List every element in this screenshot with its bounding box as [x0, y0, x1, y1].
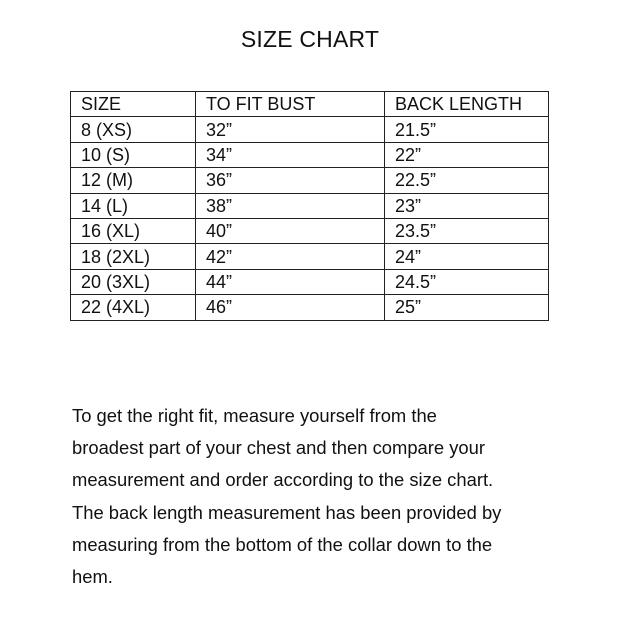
- cell-back-length: 21.5”: [385, 117, 549, 142]
- table-row: [71, 193, 549, 218]
- cell-bust: 38”: [196, 193, 385, 218]
- instruction-line: broadest part of your chest and then compare your: [72, 437, 486, 459]
- cell-size: 10 (S): [71, 142, 196, 167]
- cell-size: 12 (M): [71, 168, 196, 193]
- cell-size: 20 (3XL): [71, 269, 196, 294]
- measuring-instructions: [72, 400, 592, 593]
- cell-size: 18 (2XL): [71, 244, 196, 269]
- size-chart-table: [70, 91, 549, 321]
- cell-back-length: 23”: [385, 193, 549, 218]
- cell-bust: 40”: [196, 218, 385, 243]
- table-row: [71, 218, 549, 243]
- cell-bust: 42”: [196, 244, 385, 269]
- cell-bust: 32”: [196, 117, 385, 142]
- cell-size: 8 (XS): [71, 117, 196, 142]
- header-to-fit-bust: TO FIT BUST: [196, 92, 385, 117]
- cell-back-length: 24.5”: [385, 269, 549, 294]
- cell-size: 22 (4XL): [71, 295, 196, 320]
- cell-bust: 36”: [196, 168, 385, 193]
- instruction-line: hem.: [72, 566, 113, 588]
- table-row: [71, 295, 549, 320]
- page-title: SIZE CHART: [240, 26, 380, 52]
- cell-size: 16 (XL): [71, 218, 196, 243]
- cell-bust: 46”: [196, 295, 385, 320]
- cell-size: 14 (L): [71, 193, 196, 218]
- table-row: [71, 269, 549, 294]
- cell-bust: 34”: [196, 142, 385, 167]
- table-row: [71, 244, 549, 269]
- cell-bust: 44”: [196, 269, 385, 294]
- cell-back-length: 22.5”: [385, 168, 549, 193]
- table-row: [71, 168, 549, 193]
- cell-back-length: 24”: [385, 244, 549, 269]
- table-row: [71, 142, 549, 167]
- instruction-line: The back length measurement has been provided by: [72, 501, 502, 523]
- header-back-length: BACK LENGTH: [385, 92, 549, 117]
- cell-back-length: 25”: [385, 295, 549, 320]
- table-header-row: [71, 92, 549, 117]
- table-row: [71, 117, 549, 142]
- instruction-line: measuring from the bottom of the collar down to the: [72, 533, 493, 555]
- cell-back-length: 23.5”: [385, 218, 549, 243]
- instruction-line: measurement and order according to the size chart.: [72, 469, 494, 491]
- cell-back-length: 22”: [385, 142, 549, 167]
- header-size: SIZE: [71, 92, 196, 117]
- instruction-line: To get the right fit, measure yourself from the: [72, 405, 437, 426]
